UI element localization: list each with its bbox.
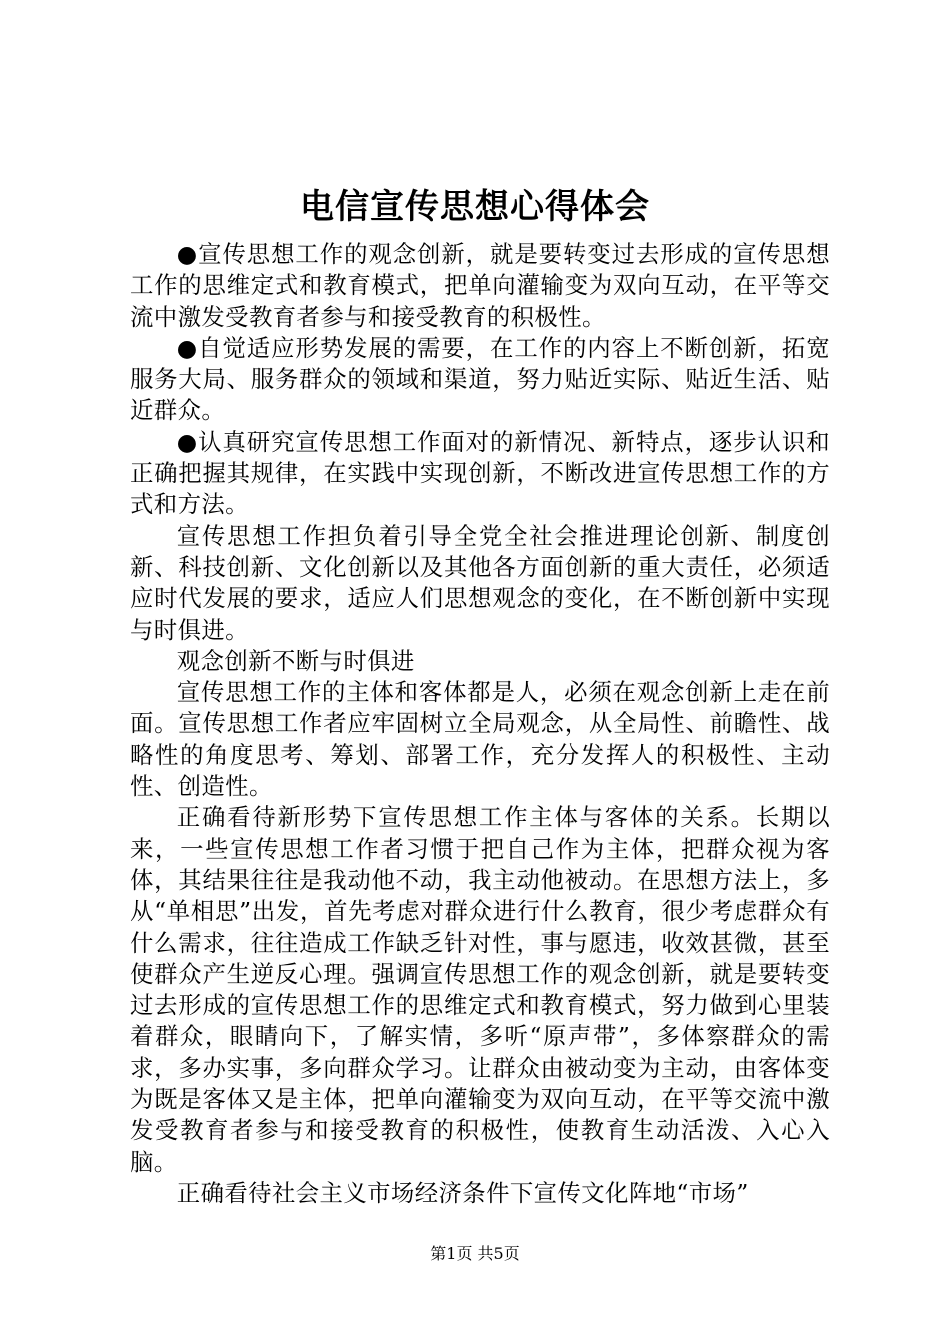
bullet-paragraph-adapt-situation: ●自觉适应形势发展的需要，在工作的内容上不断创新，拓宽服务大局、服务群众的领域和渠道，努力贴近实际、贴近生活、贴近群众。	[130, 333, 830, 425]
paragraph-responsibility: 宣传思想工作担负着引导全党全社会推进理论创新、制度创新、科技创新、文化创新以及其他各方面创新的重大责任，必须适应时代发展的要求，适应人们思想观念的变化，在不断创新中实现与时俱进。	[130, 521, 830, 644]
bullet-paragraph-study-new-situation: ●认真研究宣传思想工作面对的新情况、新特点，逐步认识和正确把握其规律，在实践中实现创新，不断改进宣传思想工作的方式和方法。	[130, 427, 830, 519]
paragraph-relationship: 正确看待新形势下宣传思想工作主体与客体的关系。长期以来，一些宣传思想工作者习惯于把自己作为主体，把群众视为客体，其结果往往是我动他不动，我主动他被动。在思想方法上，多从“单相思”出发，首先考虑对群众进行什么教育，很少考虑群众有什么需求，往往造成工作缺乏针对性，事与愿违，收效甚微，甚至使群众产生逆反心理。强调宣传思想工作的观念创新，就是要转变过去形成的宣传思想工作的思维定式和教育模式，努力做到心里装着群众，眼睛向下，了解实情，多听“原声带”，多体察群众的需求，多办实事，多向群众学习。让群众由被动变为主动，由客体变为既是客体又是主体，把单向灌输变为双向互动，在平等交流中激发受教育者参与和接受教育的积极性，使教育生动活泼、入心入脑。	[130, 803, 830, 1176]
section-heading-concept-innovation: 观念创新不断与时俱进	[176, 646, 415, 675]
bullet-paragraph-concept-innovation: ●宣传思想工作的观念创新，就是要转变过去形成的宣传思想工作的思维定式和教育模式，把单向灌输变为双向互动，在平等交流中激发受教育者参与和接受教育的积极性。	[130, 240, 830, 331]
document-body	[130, 239, 830, 1209]
document-title: 电信宣传思想心得体会	[300, 187, 650, 227]
paragraph-subject-object: 宣传思想工作的主体和客体都是人，必须在观念创新上走在前面。宣传思想工作者应牢固树立全局观念，从全局性、前瞻性、战略性的角度思考、筹划、部署工作，充分发挥人的积极性、主动性、创造性。	[130, 678, 830, 801]
paragraph-market: 正确看待社会主义市场经济条件下宣传文化阵地“市场”	[176, 1178, 749, 1207]
page-number-footer: 第1页 共5页	[430, 1244, 520, 1263]
